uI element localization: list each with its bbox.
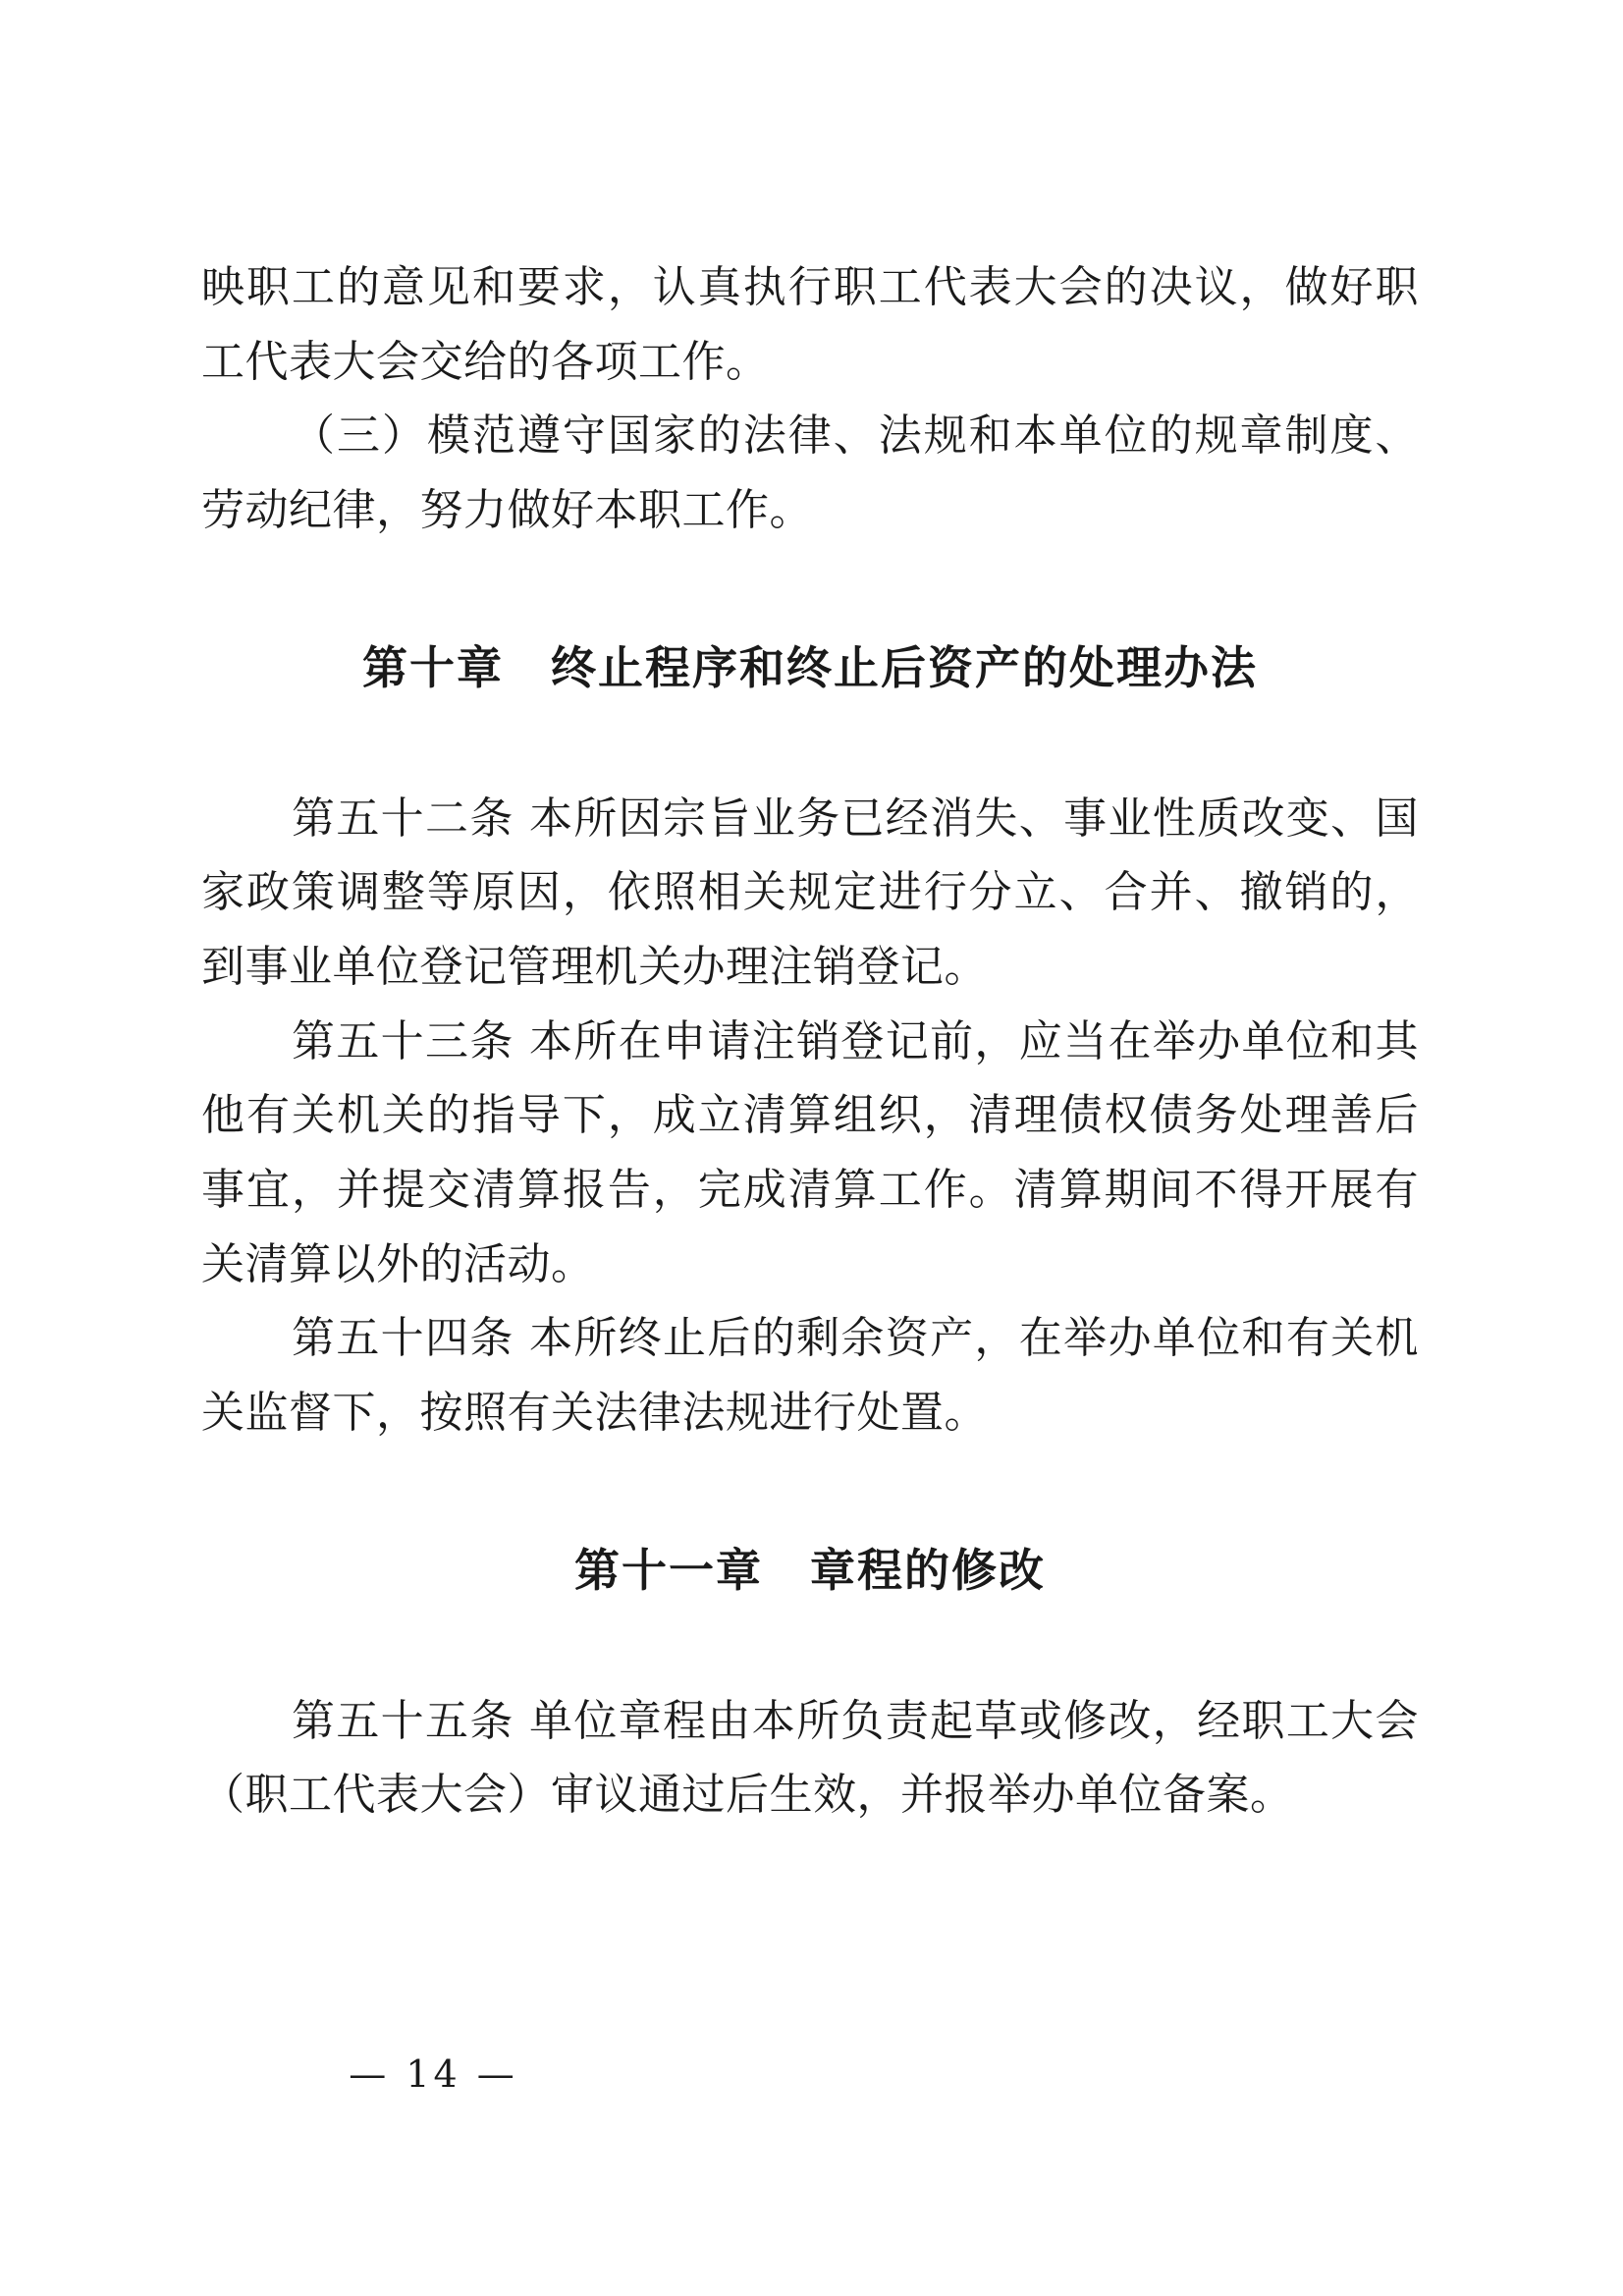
article-53: 第五十三条 本所在申请注销登记前，应当在举办单位和其他有关机关的指导下，成立清算组织，清理债权债务处理善后事宜，并提交清算报告，完成清算工作。清算期间不得开展有关清算以外的活动。 [201, 1015, 1419, 1289]
page-footer [0, 2052, 1623, 2096]
document-body [201, 250, 1419, 1832]
article-54: 第五十四条 本所终止后的剩余资产，在举办单位和有关机关监督下，按照有关法律法规进行处置。 [201, 1313, 1419, 1439]
spacer-before-chapter-eleven [201, 1450, 1419, 1535]
article-55: 第五十五条 单位章程由本所负责起草或修改，经职工大会（职工代表大会）审议通过后生效，并报举办单位备案。 [201, 1695, 1419, 1821]
spacer-before-chapter-ten [201, 548, 1419, 632]
paragraph-duty-two-continued: 映职工的意见和要求，认真执行职工代表大会的决议，做好职工代表大会交给的各项工作。 [201, 262, 1419, 387]
chapter-heading-ten: 第十章 终止程序和终止后资产的处理办法 [362, 640, 1258, 694]
chapter-heading-eleven: 第十一章 章程的修改 [574, 1543, 1046, 1597]
spacer-after-chapter-ten [201, 697, 1419, 782]
paragraph-duty-three: （三）模范遵守国家的法律、法规和本单位的规章制度、劳动纪律，努力做好本职工作。 [201, 410, 1419, 536]
article-52: 第五十二条 本所因宗旨业务已经消失、事业性质改变、国家政策调整等原因，依照相关规定进行分立、合并、撤销的，到事业单位登记管理机关办理注销登记。 [201, 793, 1419, 993]
spacer-after-chapter-eleven [201, 1600, 1419, 1684]
page-number: — 14 — [349, 2052, 518, 2096]
